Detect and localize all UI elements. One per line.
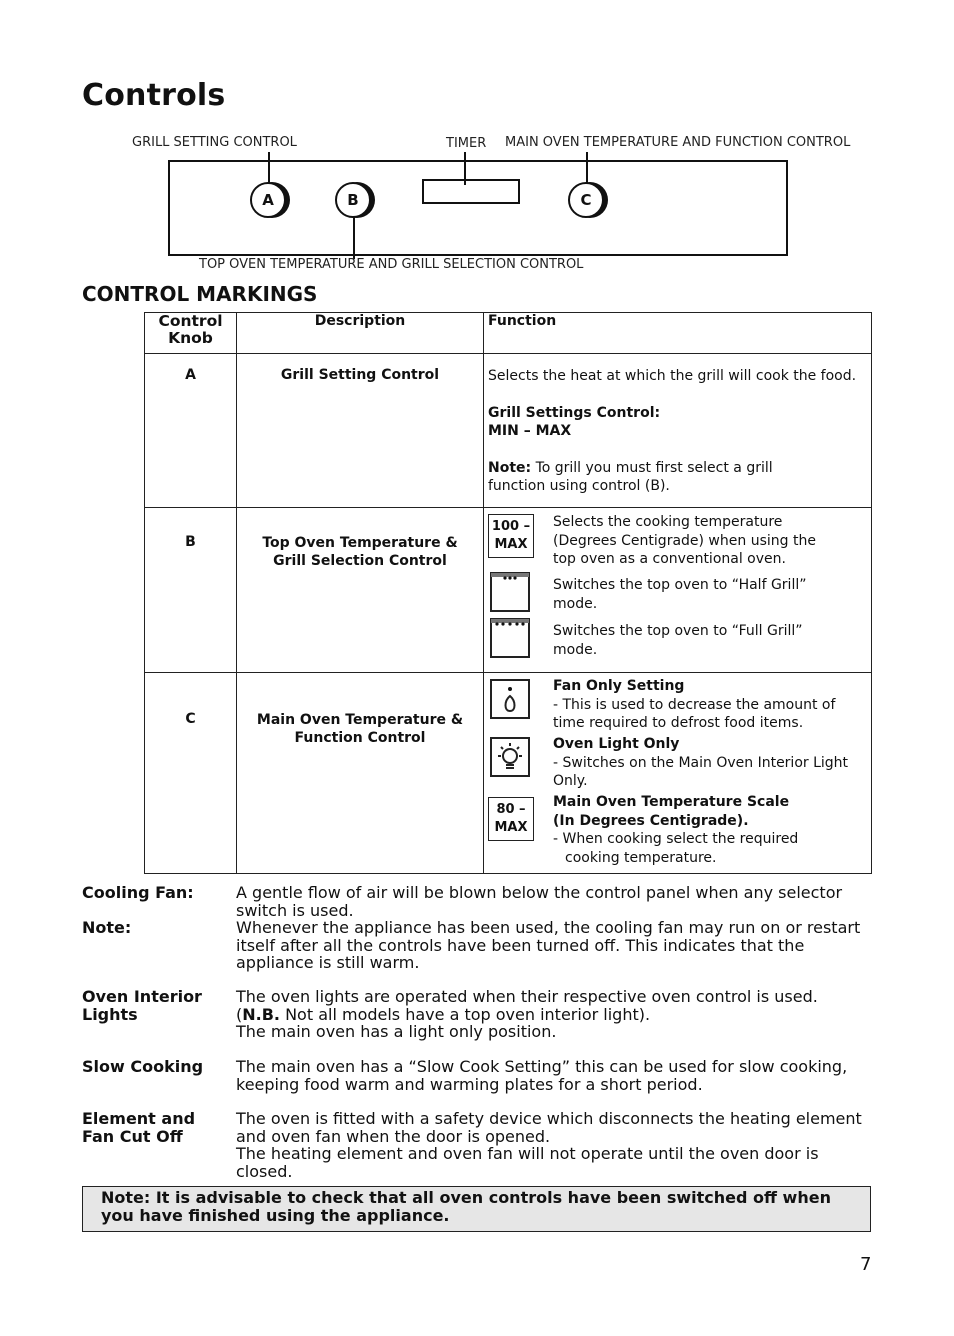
oven-lights-text-3: The main oven has a light only position. <box>236 1022 557 1041</box>
temperature-range-box <box>488 514 534 558</box>
scale-text-2: cooking temperature. <box>565 849 717 866</box>
half-grill-icon <box>488 570 532 614</box>
main-temp-box-line-1: 80 – <box>496 802 526 817</box>
element-text-2: The heating element and oven fan will not operate until the oven door is closed. <box>236 1144 819 1181</box>
table-header-row <box>145 313 872 354</box>
main-temp-range-box <box>488 797 534 841</box>
slow-cooking-label: Slow Cooking <box>82 1057 204 1076</box>
timer-display <box>422 179 520 204</box>
advisory-note-box: Note: It is advisable to check that all oven controls have been switched off when you have finished using the appliance. <box>82 1186 871 1232</box>
page-number: 7 <box>860 1254 872 1275</box>
function-text: Selects the cooking temperature (Degrees Centigrade) when using the top oven as a conventional oven. <box>553 514 816 567</box>
fan-only-title: Fan Only Setting <box>553 678 685 694</box>
element-cut-off-text <box>236 1110 876 1180</box>
temperature-scale-block <box>553 793 863 867</box>
knob-a-label: A <box>262 191 274 209</box>
function-cell <box>484 354 872 508</box>
description-line-2: Grill Selection Control <box>273 553 447 569</box>
leader-line-b <box>353 215 355 259</box>
header-control-knob: Control Knob <box>145 313 237 354</box>
header-description: Description <box>237 313 484 354</box>
element-cut-off-label <box>82 1110 195 1146</box>
oven-lights-text-1: The oven lights are operated when their respective oven control is used. <box>236 987 818 1006</box>
grill-note <box>488 459 871 478</box>
element-label-2: Fan Cut Off <box>82 1127 183 1146</box>
function-cell <box>484 673 872 874</box>
note-text: To grill you must first select a grill <box>531 459 773 476</box>
description-cell: Grill Setting Control <box>237 354 484 508</box>
knob-b-icon <box>335 182 371 218</box>
control-markings-table <box>144 312 872 874</box>
temp-box-line-1: 100 – <box>491 519 531 534</box>
knob-b-label: B <box>347 191 359 209</box>
oven-lights-label <box>82 988 202 1024</box>
label-top-oven-control: TOP OVEN TEMPERATURE AND GRILL SELECTION CONTROL <box>199 257 584 272</box>
element-text-1: The oven is fitted with a safety device which disconnects the heating element and oven fan when the door is opened. <box>236 1109 862 1146</box>
label-grill-setting-control: GRILL SETTING CONTROL <box>132 135 297 150</box>
oven-lights-label-2: Lights <box>82 1005 138 1024</box>
table-row <box>145 673 872 874</box>
header-function: Function <box>484 313 872 354</box>
knob-a-icon <box>250 182 286 218</box>
full-grill-icon <box>488 616 532 660</box>
description-cell <box>237 673 484 874</box>
description-line-2: Function Control <box>294 730 426 746</box>
scale-title-1: Main Oven Temperature Scale <box>553 794 790 810</box>
slow-cooking-text: The main oven has a “Slow Cook Setting” this can be used for slow cooking, keeping food warm and warming plates for a short period. <box>236 1057 848 1094</box>
nb-label: N.B. <box>242 1004 280 1024</box>
leader-line-a <box>268 152 270 184</box>
grill-settings-value: MIN – MAX <box>488 423 572 439</box>
temp-box-line-2: MAX <box>494 537 528 552</box>
cooling-fan-text: A gentle flow of air will be blown below the control panel when any selector switch is used. <box>236 883 843 920</box>
table-row <box>145 508 872 673</box>
knob-cell: B <box>145 508 237 673</box>
oven-lights-text <box>236 988 876 1041</box>
note-label: Note: <box>488 459 532 476</box>
table-row <box>145 354 872 508</box>
label-timer: TIMER <box>446 136 487 151</box>
grill-settings-title: Grill Settings Control: <box>488 404 661 421</box>
oven-light-block <box>553 735 863 791</box>
description-line-1: Top Oven Temperature & <box>262 535 458 551</box>
element-label-1: Element and <box>82 1109 196 1128</box>
note-label: Note: <box>82 918 132 937</box>
knob-cell: C <box>145 673 237 874</box>
description-line-1: Main Oven Temperature & <box>256 712 464 728</box>
function-cell <box>484 508 872 673</box>
knob-cell: A <box>145 354 237 508</box>
cooling-fan-label: Cooling Fan: <box>82 883 194 902</box>
function-text: Switches the top oven to “Half Grill” mode. <box>553 577 807 612</box>
page-title: Controls <box>82 78 226 113</box>
oven-lights-text-2: (N.B. Not all models have a top oven interior light). <box>236 1004 651 1024</box>
knob-c-icon <box>568 182 604 218</box>
main-temp-box-line-2: MAX <box>494 820 528 835</box>
knob-c-label: C <box>580 191 592 209</box>
scale-title-2: (In Degrees Centigrade). <box>553 812 749 829</box>
section-title: CONTROL MARKINGS <box>82 282 318 306</box>
fan-only-text: - This is used to decrease the amount of time required to defrost food items. <box>553 696 836 731</box>
description-cell <box>237 508 484 673</box>
oven-light-text: - Switches on the Main Oven Interior Light Only. <box>553 754 849 789</box>
leader-line-c <box>586 152 588 184</box>
label-main-oven-control: MAIN OVEN TEMPERATURE AND FUNCTION CONTROL <box>505 135 851 150</box>
nb-text: Not all models have a top oven interior light). <box>280 1004 651 1024</box>
fan-only-block <box>553 677 863 733</box>
oven-lights-label-1: Oven Interior <box>82 987 202 1006</box>
note-text-2: function using control (B). <box>488 478 670 494</box>
scale-text-1: - When cooking select the required <box>553 831 799 847</box>
oven-light-icon <box>488 735 532 779</box>
fan-only-icon <box>488 677 532 721</box>
function-text: Switches the top oven to “Full Grill” mode. <box>553 623 803 658</box>
function-text: Selects the heat at which the grill will cook the food. <box>488 368 857 384</box>
note-text: Whenever the appliance has been used, the cooling fan may run on or restart itself after all the controls have been turned off. This indicates that the appliance is still warm. <box>236 918 861 972</box>
oven-light-title: Oven Light Only <box>553 736 680 752</box>
